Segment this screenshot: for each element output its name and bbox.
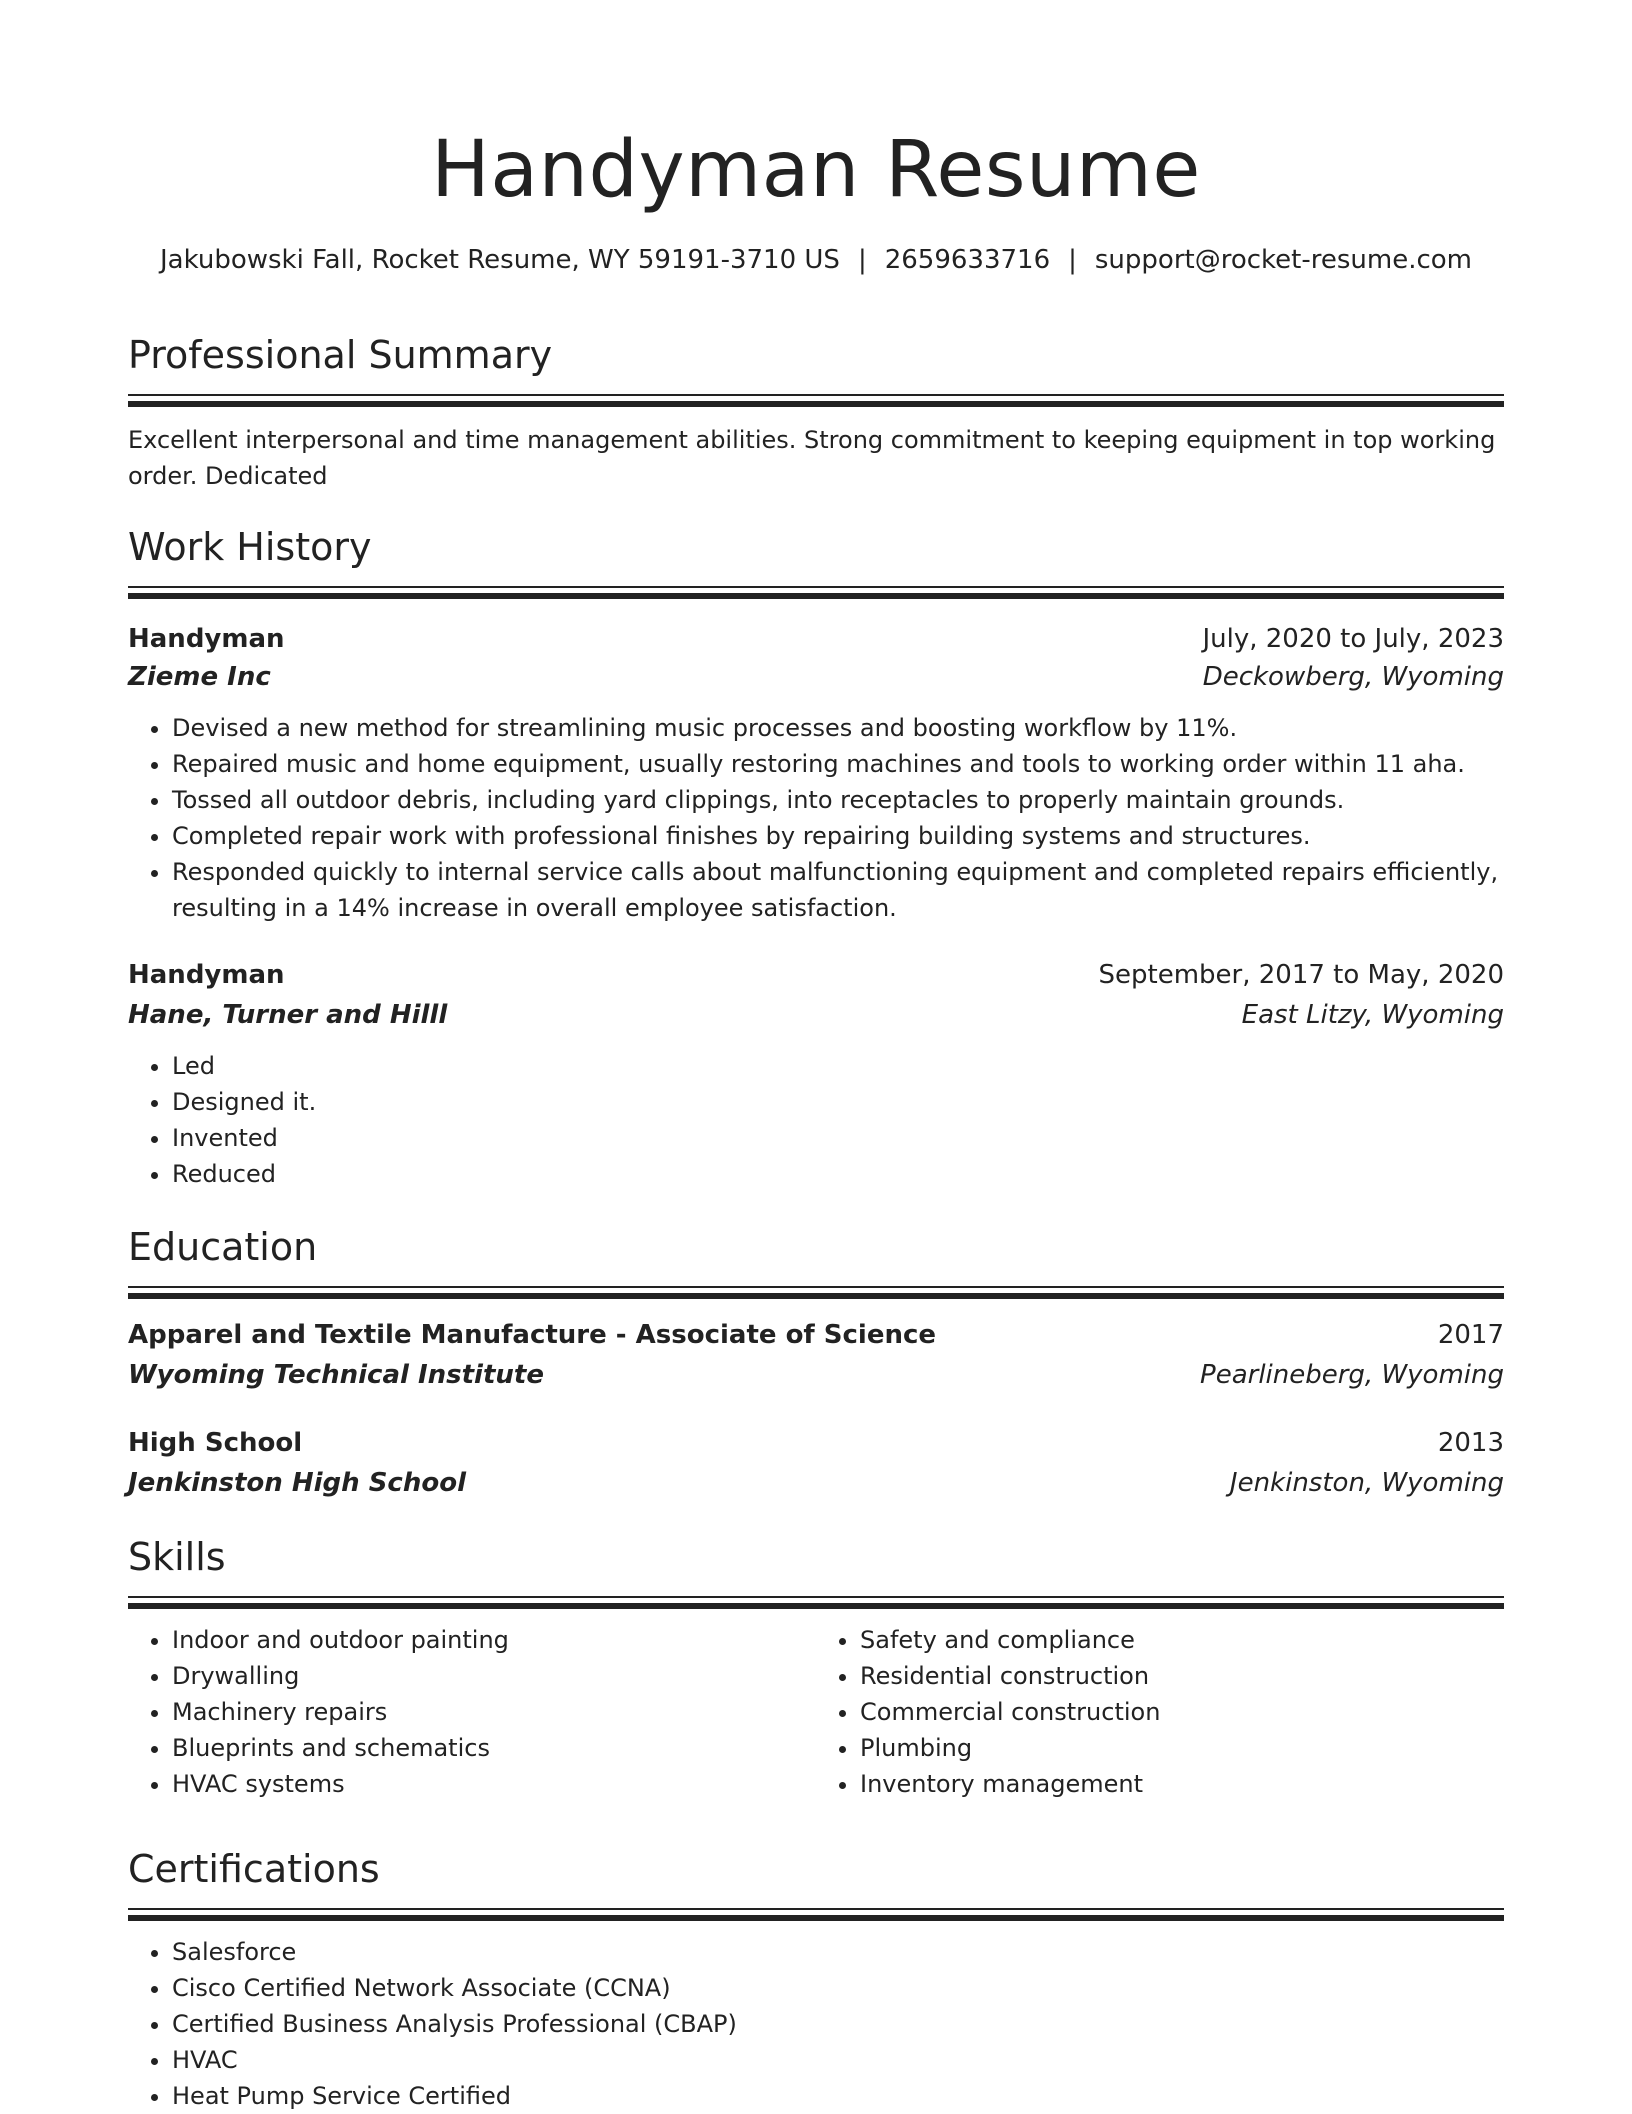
list-item: • Devised a new method for streamlining music processes and boosting workflow by 11%. — [172, 710, 1504, 746]
list-item: • Inventory management — [860, 1766, 1504, 1802]
list-item: • Cisco Certified Network Associate (CCNA) — [172, 1970, 1504, 2006]
skills-columns — [128, 1622, 1504, 1802]
certifications-section — [128, 1844, 1504, 2114]
section-divider — [128, 394, 1504, 406]
job-company-row — [128, 658, 1504, 696]
skills-list-left — [128, 1622, 816, 1802]
contact-email: support@rocket-resume.com — [1094, 245, 1472, 275]
education-degree: High School — [128, 1428, 303, 1458]
education-year: 2017 — [1437, 1320, 1504, 1350]
list-item: • Invented — [172, 1120, 1504, 1156]
education-school: Jenkinston High School — [128, 1468, 466, 1498]
list-item: • Plumbing — [860, 1730, 1504, 1766]
resume-title: Handyman Resume — [431, 125, 1201, 215]
job-dates: September, 2017 to May, 2020 — [1098, 960, 1504, 990]
summary-text: Excellent interpersonal and time management abilities. Strong commitment to keeping equipment in top working order. Dedicated — [128, 426, 1496, 490]
job-bullets — [128, 710, 1504, 926]
list-item: • Responded quickly to internal service calls about malfunctioning equipment and completed repairs efficiently, resulting in a 14% increase in overall employee satisfaction. — [172, 854, 1504, 926]
skills-section — [128, 1532, 1504, 1802]
list-item: • Drywalling — [172, 1658, 816, 1694]
section-divider — [128, 586, 1504, 598]
contact-address: Jakubowski Fall, Rocket Resume, WY 59191-3710 US — [159, 245, 840, 275]
education-header-row — [128, 1424, 1504, 1462]
list-item: • HVAC — [172, 2042, 1504, 2078]
list-item: • Heat Pump Service Certified — [172, 2078, 1504, 2114]
section-divider — [128, 1908, 1504, 1920]
education-degree: Apparel and Textile Manufacture - Associate of Science — [128, 1320, 937, 1350]
education-location: Jenkinston, Wyoming — [1229, 1468, 1504, 1498]
list-item: • Indoor and outdoor painting — [172, 1622, 816, 1658]
job-title: Handyman — [128, 624, 285, 654]
job-bullets — [128, 1048, 1504, 1192]
education-entry — [128, 1316, 1504, 1394]
job-company: Hane, Turner and Hilll — [128, 1000, 448, 1030]
list-item: • Machinery repairs — [172, 1694, 816, 1730]
contact-phone: 2659633716 — [884, 245, 1051, 275]
skills-list-right — [816, 1622, 1504, 1802]
list-item: • Commercial construction — [860, 1694, 1504, 1730]
section-divider — [128, 1596, 1504, 1608]
education-section — [128, 1222, 1504, 1502]
job-header-row — [128, 956, 1504, 994]
education-location: Pearlineberg, Wyoming — [1200, 1360, 1504, 1390]
education-school-row — [128, 1464, 1504, 1502]
job-location: East Litzy, Wyoming — [1241, 1000, 1504, 1030]
contact-separator: | — [857, 245, 867, 275]
list-item: • Completed repair work with professional finishes by repairing building systems and structures. — [172, 818, 1504, 854]
section-title-work-history: Work History — [128, 525, 372, 569]
job-title: Handyman — [128, 960, 285, 990]
list-item: • Reduced — [172, 1156, 1504, 1192]
summary-section — [128, 330, 1504, 494]
section-title-certifications: Certifications — [128, 1847, 380, 1891]
list-item: • HVAC systems — [172, 1766, 816, 1802]
education-year: 2013 — [1437, 1428, 1504, 1458]
job-header-row — [128, 620, 1504, 658]
section-title-education: Education — [128, 1225, 318, 1269]
education-school: Wyoming Technical Institute — [128, 1360, 544, 1390]
list-item: • Blueprints and schematics — [172, 1730, 816, 1766]
list-item: • Tossed all outdoor debris, including yard clippings, into receptacles to properly maintain grounds. — [172, 782, 1504, 818]
job-entry — [128, 620, 1504, 926]
list-item: • Designed it. — [172, 1084, 1504, 1120]
job-entry — [128, 956, 1504, 1192]
section-divider — [128, 1286, 1504, 1298]
work-history-section — [128, 522, 1504, 1192]
section-title-skills: Skills — [128, 1535, 226, 1579]
section-title-summary: Professional Summary — [128, 333, 553, 377]
contact-separator: | — [1068, 245, 1077, 275]
education-entry — [128, 1424, 1504, 1502]
education-header-row — [128, 1316, 1504, 1354]
list-item: • Salesforce — [172, 1934, 1504, 1970]
list-item: • Residential construction — [860, 1658, 1504, 1694]
contact-line — [128, 242, 1504, 278]
job-company: Zieme Inc — [128, 662, 271, 692]
job-company-row — [128, 996, 1504, 1034]
certifications-list — [128, 1934, 1504, 2114]
job-location: Deckowberg, Wyoming — [1202, 662, 1504, 692]
education-school-row — [128, 1356, 1504, 1394]
list-item: • Certified Business Analysis Professional (CBAP) — [172, 2006, 1504, 2042]
job-dates: July, 2020 to July, 2023 — [1202, 624, 1504, 654]
list-item: • Led — [172, 1048, 1504, 1084]
list-item: • Repaired music and home equipment, usually restoring machines and tools to working order within 11 aha. — [172, 746, 1504, 782]
list-item: • Safety and compliance — [860, 1622, 1504, 1658]
